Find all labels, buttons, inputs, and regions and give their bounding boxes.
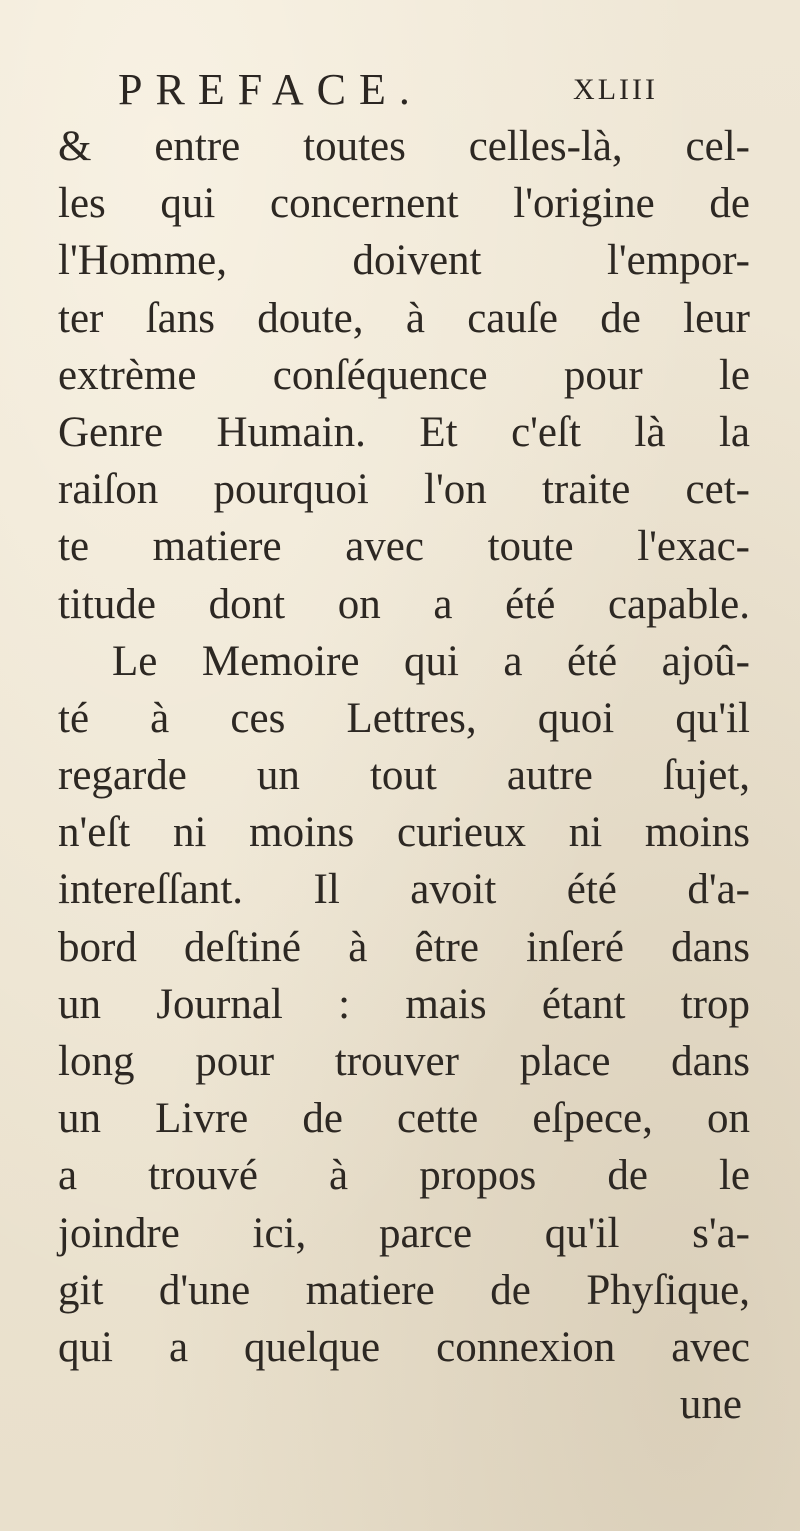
text-line: intereſſant. Il avoit été d'a- [58, 866, 750, 914]
catchword: une [679, 1381, 742, 1429]
text-line: regarde un tout autre ſujet, [58, 752, 750, 800]
text-line: & entre toutes celles-là, cel- [58, 123, 750, 170]
text-line: titude dont on a été capable. [58, 580, 750, 628]
text-line: té à ces Lettres, quoi qu'il [58, 694, 750, 742]
text-line: qui a quelque connexion avec [58, 1323, 750, 1371]
text-line: ter ſans doute, à cauſe de leur [58, 294, 750, 342]
text-line: n'eſt ni moins curieux ni moins [58, 809, 750, 857]
text-line: l'Homme, doivent l'empor- [58, 237, 750, 285]
text-line: long pour trouver place dans [58, 1038, 750, 1085]
text-line: te matiere avec toute l'exac- [58, 523, 750, 571]
body-text [58, 118, 750, 1433]
text-line: git d'une matiere de Phyſique, [58, 1266, 750, 1314]
text-line: raiſon pourquoi l'on traite cet- [58, 466, 750, 514]
text-line: extrème conſéquence pour le [58, 351, 750, 399]
page-number: XLIII [573, 73, 658, 106]
text-line: bord deſtiné à être inſeré dans [58, 923, 750, 971]
text-line: un Livre de cette eſpece, on [58, 1095, 750, 1143]
text-line: Genre Humain. Et c'eſt là la [58, 408, 750, 456]
text-line: a trouvé à propos de le [58, 1152, 750, 1200]
text-line: les qui concernent l'origine de [58, 180, 750, 228]
paragraph-start-line: Le Memoire qui a été ajoû- [112, 637, 750, 685]
text-line: joindre ici, parce qu'il s'a- [58, 1209, 750, 1257]
text-line: un Journal : mais étant trop [58, 980, 750, 1028]
running-title: PREFACE. [118, 65, 423, 114]
running-head [118, 60, 658, 120]
